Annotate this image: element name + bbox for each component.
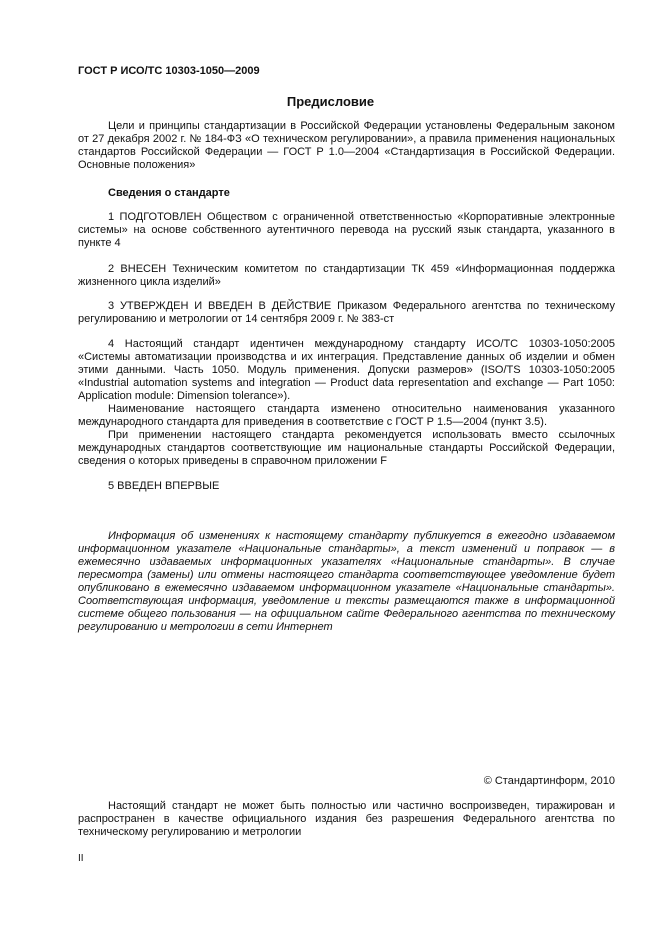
item-3-block xyxy=(78,300,615,326)
changes-info-block xyxy=(78,530,615,634)
item-2-paragraph: 2 ВНЕСЕН Техническим комитетом по стандартизации ТК 459 «Информационная поддержка жизненного цикла изделий» xyxy=(78,263,615,288)
standard-info-subheading-block xyxy=(78,187,615,200)
intro-paragraph: Цели и принципы стандартизации в Российской Федерации установлены Федеральным законом от 27 декабря 2002 г. № 184-ФЗ «О техническом регулировании», а правила применения национальных стандартов Российской Федерации — ГОСТ Р 1.0—2004 «Стандартизация в Российской Федерации. Основные положения» xyxy=(78,120,615,171)
standard-info-subheading: Сведения о стандарте xyxy=(108,187,230,199)
item-5-block xyxy=(78,480,615,493)
page-number: II xyxy=(78,853,84,864)
item-1-block xyxy=(78,211,615,250)
reproduction-notice: Настоящий стандарт не может быть полностью или частично воспроизведен, тиражирован и распространен в качестве официального издания без разрешения Федерального агентства по техническому регулированию и метрологии xyxy=(78,800,615,838)
item-4-reference-note: При применении настоящего стандарта рекомендуется использовать вместо ссылочных международных стандартов соответствующие им национальные стандарты Российской Федерации, сведения о которых приведены в справочном приложении F xyxy=(78,429,615,467)
item-2-block xyxy=(78,263,615,289)
item-5-paragraph: 5 ВВЕДЕН ВПЕРВЫЕ xyxy=(108,480,220,492)
item-3-paragraph: 3 УТВЕРЖДЕН И ВВЕДЕН В ДЕЙСТВИЕ Приказом Федерального агентства по техническому регулированию и метрологии от 14 сентября 2009 г. № 383-ст xyxy=(78,300,615,325)
changes-info-paragraph: Информация об изменениях к настоящему стандарту публикуется в ежегодно издаваемом информационном указателе «Национальные стандарты», а текст изменений и поправок — в ежемесячно издаваемых информационных указателях «Национальные стандарты». В случае пересмотра (замены) или отмены настоящего стандарта соответствующее уведомление будет опубликовано в ежемесячно издаваемом информационном указателе «Национальные стандарты». Соответствующая информация, уведомление и тексты размещаются также в информационной системе общего пользования — на официальном сайте Федерального агентства по техническому регулированию и метрологии в сети Интернет xyxy=(78,530,615,633)
intro-block xyxy=(78,120,615,172)
page-title: Предисловие xyxy=(286,94,375,109)
item-1-paragraph: 1 ПОДГОТОВЛЕН Обществом с ограниченной ответственностью «Корпоративные электронные системы» на основе собственного аутентичного перевода на русский язык стандарта, указанного в пункте 4 xyxy=(78,211,615,249)
document-header: ГОСТ Р ИСО/ТС 10303-1050—2009 xyxy=(78,65,260,77)
copyright: © Стандартинформ, 2010 xyxy=(483,775,615,787)
item-4-name-change: Наименование настоящего стандарта изменено относительно наименования указанного международного стандарта для приведения в соответствие с ГОСТ Р 1.5—2004 (пункт 3.5). xyxy=(78,403,615,428)
item-4-block xyxy=(78,338,615,468)
notice-block xyxy=(78,800,615,839)
item-4-paragraph: 4 Настоящий стандарт идентичен международному стандарту ИСО/ТС 10303-1050:2005 «Системы автоматизации производства и их интеграция. Представление данных об изделии и обмен этими данными. Часть 1050. Модуль применения. Допуски размеров» (ISO/TS 10303-1050:2005 «Industrial automation systems and integration — Product data representation and exchange — Part 1050: Application module: Dimension tolerance»). xyxy=(78,338,615,402)
